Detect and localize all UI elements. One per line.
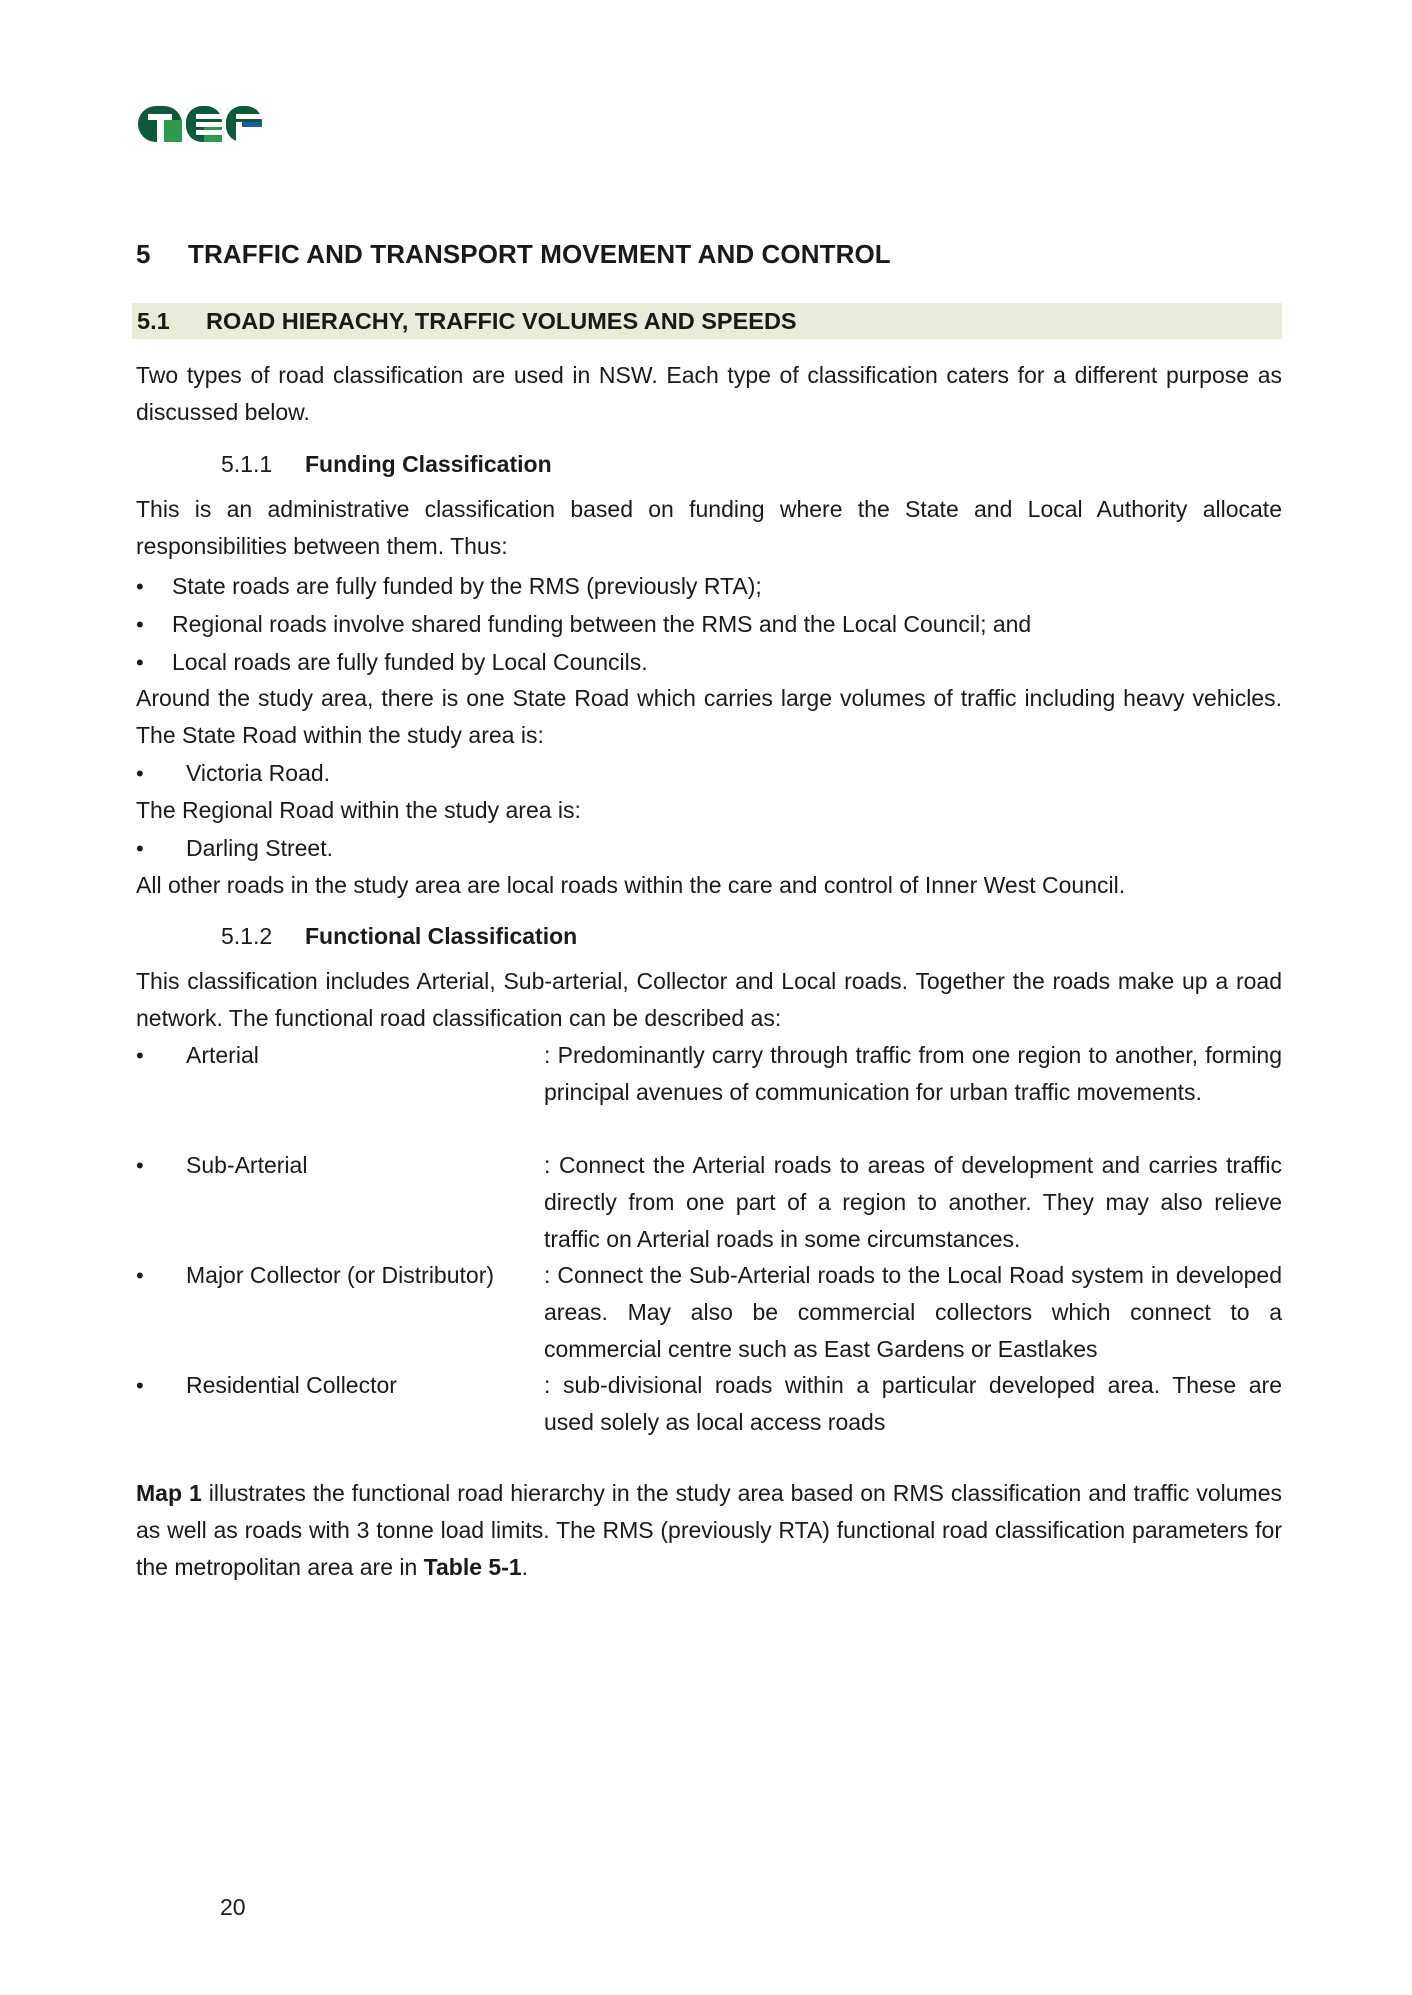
map-paragraph bbox=[136, 1475, 1282, 1586]
bullet-text: Regional roads involve shared funding between the RMS and the Local Council; and bbox=[172, 611, 1032, 637]
section-number: 5 bbox=[136, 239, 151, 269]
definition-text: : sub-divisional roads within a particular developed area. These are used solely as local access roads bbox=[544, 1372, 1282, 1435]
functional-title: Functional Classification bbox=[305, 923, 578, 949]
funding-bullet bbox=[136, 568, 762, 605]
bullet-text: Victoria Road. bbox=[186, 760, 331, 786]
regional-road-bullet bbox=[136, 830, 333, 867]
bullet-text: Local roads are fully funded by Local Councils. bbox=[172, 649, 648, 675]
bullet-glyph: • bbox=[136, 836, 144, 861]
map-reference: Map 1 bbox=[136, 1480, 202, 1506]
intro-paragraph: Two types of road classification are used in NSW. Each type of classification caters for a different purpose as discussed below. bbox=[136, 362, 1282, 425]
tef-logo bbox=[138, 100, 262, 146]
definition-text: : Predominantly carry through traffic from one region to another, forming principal avenues of communication for urban traffic movements. bbox=[544, 1042, 1282, 1105]
bullet-text: Darling Street. bbox=[186, 835, 334, 861]
bullet-glyph: • bbox=[136, 1263, 144, 1288]
local-roads-note: All other roads in the study area are local roads within the care and control of Inner West Council. bbox=[136, 872, 1126, 898]
table-reference: Table 5-1 bbox=[423, 1554, 522, 1580]
section-heading bbox=[136, 239, 1286, 270]
subsection-number: 5.1 bbox=[137, 308, 170, 334]
functional-heading bbox=[221, 918, 577, 955]
page-number: 20 bbox=[220, 1894, 246, 1920]
bullet-glyph: • bbox=[136, 1043, 144, 1068]
subsection-heading bbox=[132, 303, 1282, 339]
regional-intro: The Regional Road within the study area is: bbox=[136, 797, 581, 823]
funding-bullet bbox=[136, 644, 648, 681]
bullet-glyph: • bbox=[136, 650, 144, 675]
bullet-glyph: • bbox=[136, 1373, 144, 1398]
bullet-glyph: • bbox=[136, 574, 144, 599]
around-paragraph: Around the study area, there is one State Road which carries large volumes of traffic including heavy vehicles. The State Road within the study area is: bbox=[136, 685, 1282, 748]
state-road-bullet bbox=[136, 755, 330, 792]
definition-text: : Connect the Arterial roads to areas of development and carries traffic directly from one part of a region to another. They may also relieve traffic on Arterial roads in some circumstances. bbox=[544, 1152, 1282, 1252]
map-text-end: . bbox=[521, 1554, 529, 1580]
bullet-glyph: • bbox=[136, 761, 144, 786]
map-text: illustrates the functional road hierarchy in the study area based on RMS classification and traffic volumes as well as roads with 3 tonne load limits. The RMS (previously RTA) functional road classification parameters for the metropolitan area are in bbox=[136, 1480, 1282, 1580]
bullet-text: State roads are fully funded by the RMS (previously RTA); bbox=[172, 573, 762, 599]
definition-term: Sub-Arterial bbox=[186, 1152, 308, 1178]
funding-paragraph: This is an administrative classification based on funding where the State and Local Authority allocate responsibilities between them. Thus: bbox=[136, 496, 1282, 559]
subsection-title: ROAD HIERACHY, TRAFFIC VOLUMES AND SPEEDS bbox=[206, 308, 797, 334]
functional-number: 5.1.2 bbox=[221, 923, 273, 949]
definition-text: : Connect the Sub-Arterial roads to the Local Road system in developed areas. May also be commercial collectors which connect to a commercial centre such as East Gardens or Eastlakes bbox=[544, 1262, 1282, 1362]
bullet-glyph: • bbox=[136, 1153, 144, 1178]
bullet-glyph: • bbox=[136, 612, 144, 637]
definition-term: Arterial bbox=[186, 1042, 259, 1068]
definition-term: Major Collector (or Distributor) bbox=[186, 1262, 495, 1288]
funding-title: Funding Classification bbox=[305, 451, 552, 477]
funding-bullet bbox=[136, 606, 1031, 643]
funding-heading bbox=[221, 446, 552, 483]
section-title: TRAFFIC AND TRANSPORT MOVEMENT AND CONTROL bbox=[188, 239, 891, 269]
definition-term: Residential Collector bbox=[186, 1372, 397, 1398]
funding-number: 5.1.1 bbox=[221, 451, 273, 477]
functional-paragraph: This classification includes Arterial, Sub-arterial, Collector and Local roads. Together the roads make up a road network. The functional road classification can be described as: bbox=[136, 968, 1282, 1031]
